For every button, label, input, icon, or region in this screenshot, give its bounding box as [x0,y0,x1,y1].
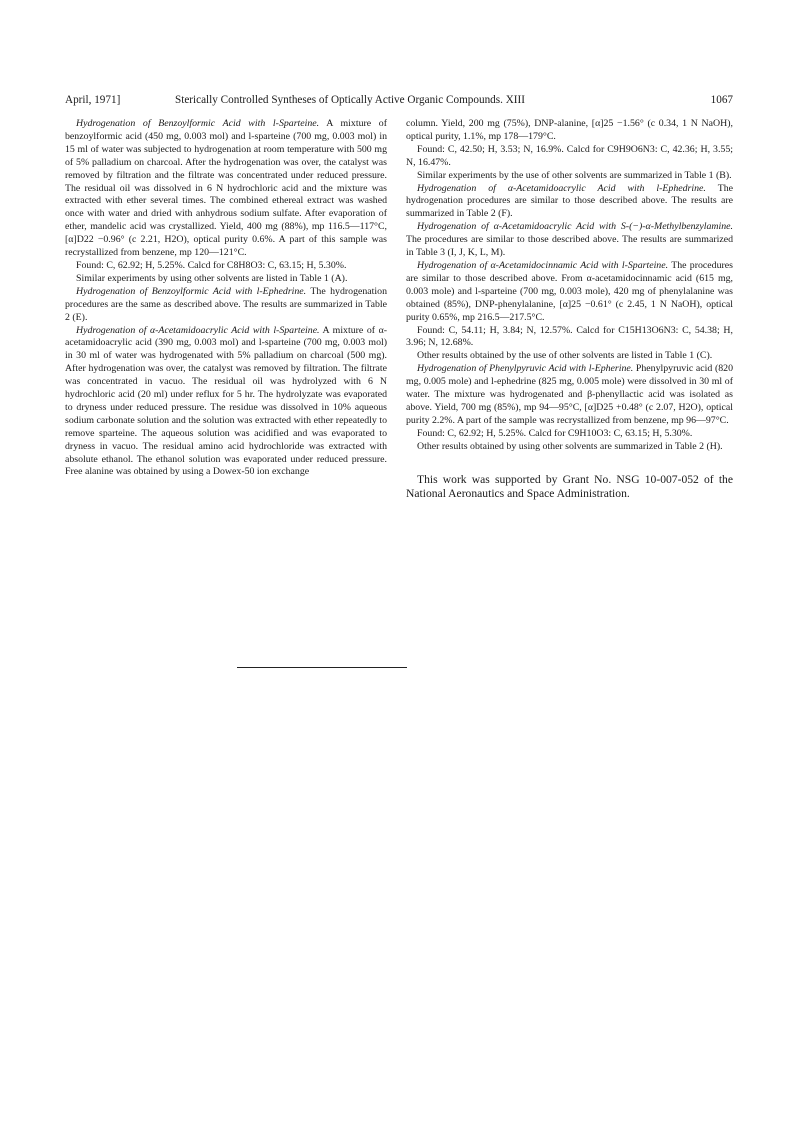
paragraph-text: Similar experiments by using other solvents are listed in Table 1 (A). [76,272,348,284]
paragraph-text: Found: C, 54.11; H, 3.84; N, 12.57%. Calcd for C15H13O6N3: C, 54.38; H, 3.96; N, 12.68%. [406,324,733,349]
paragraph [406,170,733,183]
section-heading: Hydrogenation of Phenylpyruvic Acid with l-Epherine. [417,363,634,375]
paragraph [406,221,733,260]
running-header [65,92,733,108]
acknowledgment: This work was supported by Grant No. NSG 10-007-052 of the National Aeronautics and Space Administration. [406,472,733,500]
paragraph-text: Other results obtained by using other solvents are summarized in Table 2 (H). [417,440,723,452]
header-title: Sterically Controlled Syntheses of Optically Active Organic Compounds. XIII [175,94,525,106]
paragraph-text: A mixture of α-acetamidoacrylic acid (390 mg, 0.003 mol) and l-sparteine (700 mg, 0.003 mol) in 30 ml of water was hydrogenated with 5% palladium on charcoal (500 mg). After hydrogenation was over, the catalyst was removed by filtration. The filtrate was concentrated in vacuo. The residual oil was hydrolyzed with 6 N hydrochloric acid (20 ml) under reflux for 5 hr. The hydrolyzate was evaporated to dryness under reduced pressure. The residue was dissolved in 10% aqueous sodium carbonate solution and the solution was extracted with ether repeatedly to remove sparteine. The aqueous solution was acidified and was evaporated to dryness in vacuo. The residual amino acid hydrochloride was extracted with absolute ethanol. The ethanol solution was evaporated under reduced pressure. Free alanine was obtained by using a Dowex-50 ion exchange [65,324,388,478]
paragraph-text: Phenylpyruvic acid (820 mg, 0.005 mole) and l-ephedrine (825 mg, 0.005 mole) were dissolved in 30 ml of water. The mixture was hydrogenated and β-phenyllactic acid was isolated as above. Yield, 700 mg (85%), mp 94—95°C, [α]D25 +0.48° (c 2.07, H2O), optical purity 2.2%. A part of the sample was recrystallized from benzene, mp 96—97°C. [406,363,733,426]
paragraph-text: The hydrogenation procedures are the same as described above. The results are summarized in Table 2 (E). [65,285,387,323]
header-date: April, 1971] [65,94,121,106]
section-heading: Hydrogenation of α-Acetamidoacrylic Acid with l-Ephedrine. [417,182,706,194]
paragraph-text: Found: C, 42.50; H, 3.53; N, 16.9%. Calcd for C9H9O6N3: C, 42.36; H, 3.55; N, 16.47%. [406,143,733,168]
paragraph [406,350,733,363]
paragraph [65,260,387,273]
paragraph [406,183,733,222]
paragraph-text: Other results obtained by the use of other solvents are listed in Table 1 (C). [417,350,713,362]
page-number: 1067 [710,94,733,106]
paragraph [65,273,387,286]
left-column [65,118,387,479]
paragraph [406,428,733,441]
paragraph-text: Similar experiments by the use of other solvents are summarized in Table 1 (B). [417,169,732,181]
paragraph-text: The hydrogenation procedures are similar to those described above. The results are summarized in Table 2 (F). [406,182,733,220]
paragraph [406,260,733,325]
section-heading: Hydrogenation of α-Acetamidoacrylic Acid with l-Sparteine. [76,324,320,336]
paragraph [406,118,733,144]
paragraph [65,286,387,325]
section-heading: Hydrogenation of α-Acetamidoacrylic Acid with S-(−)-α-Methylbenzylamine. [417,221,733,233]
section-heading: Hydrogenation of Benzoylformic Acid with l-Ephedrine. [76,285,307,297]
paragraph-text: The procedures are similar to those described above. From α-acetamidocinnamic acid (615 mg, 0.003 mole) and l-sparteine (700 mg, 0.003 mole), 420 mg of phenylalanine was obtained (85%), DNP-phenylalanine, [α]25 −0.61° (c 2.45, 1 N NaOH), optical purity 0.65%, mp 216.5—217.5°C. [406,259,733,323]
paragraph [65,325,387,480]
section-heading: Hydrogenation of α-Acetamidocinnamic Acid with l-Sparteine. [417,259,669,271]
paragraph-text: Found: C, 62.92; H, 5.25%. Calcd for C8H8O3: C, 63.15; H, 5.30%. [76,259,347,271]
section-heading: Hydrogenation of Benzoylformic Acid with l-Sparteine. [76,118,320,129]
paragraph [406,363,733,428]
paragraph [406,441,733,454]
paragraph [406,325,733,351]
end-rule [237,667,407,668]
paragraph-text: The procedures are similar to those described above. The results are summarized in Table 3 (I, J, K, L, M). [406,234,733,259]
paragraph [406,144,733,170]
right-column [406,118,733,501]
paragraph-text: A mixture of benzoylformic acid (450 mg, 0.003 mol) and l-sparteine (700 mg, 0.003 mol) in 15 ml of water was subjected to hydrogenation at room temperature with 500 mg of 5% palladium on charcoal. After the hydrogenation was over, the catalyst was removed by filtration and the filtrate was concentrated under reduced pressure. The residual oil was dissolved in 6 N hydrochloric acid and the mixture was extracted with ether several times. The combined ethereal extract was washed once with water and dried with anhydrous sodium sulfate. After evaporation of ether, mandelic acid was crystallized. Yield, 400 mg (88%), mp 116.5—117°C, [α]D22 −0.96° (c 2.21, H2O), optical purity 0.6%. A part of this sample was recrystallized from benzene, mp 120—121°C. [65,118,388,259]
paragraph-text: Found: C, 62.92; H, 5.25%. Calcd for C9H10O3: C, 63.15; H, 5.30%. [417,427,693,439]
paragraph-text: column. Yield, 200 mg (75%), DNP-alanine, [α]25 −1.56° (c 0.34, 1 N NaOH), optical purity, 1.1%, mp 178—179°C. [406,118,733,142]
paragraph [65,118,387,260]
